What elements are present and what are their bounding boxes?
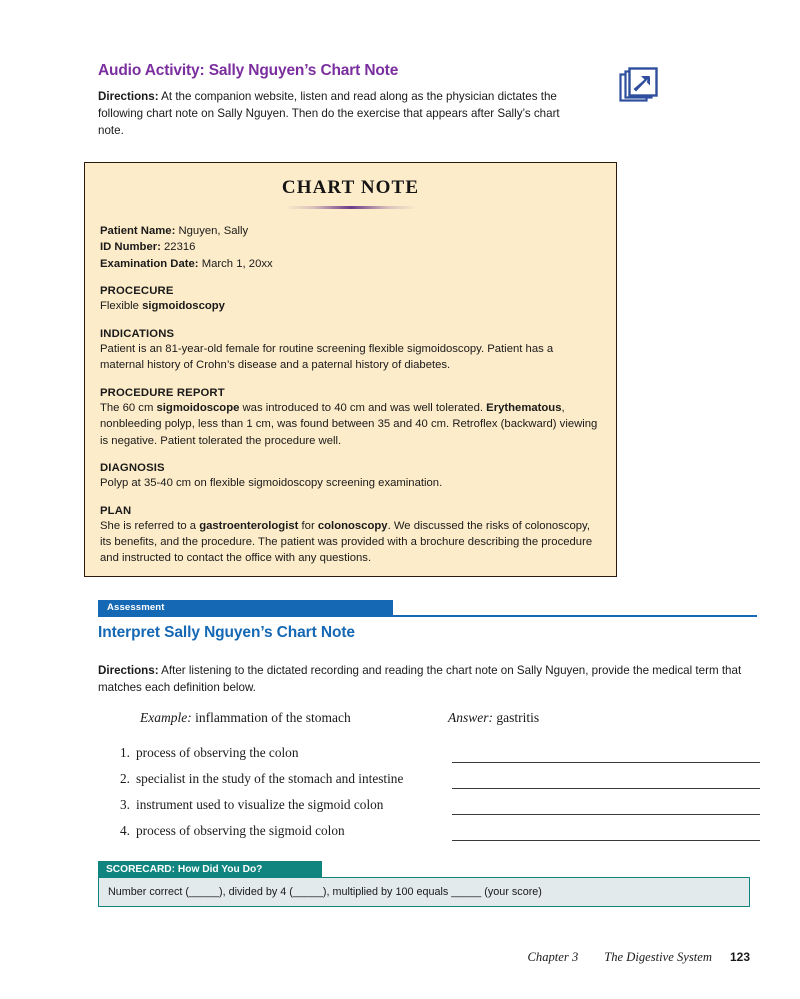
id-number-value: 22316	[160, 241, 196, 254]
list-item-number: 2.	[120, 771, 130, 786]
footer-chapter: Chapter 3	[527, 950, 579, 964]
chart-note-section	[100, 285, 600, 314]
list-item	[112, 823, 760, 849]
section-heading: INDICATIONS	[100, 327, 175, 340]
id-number-row	[100, 239, 600, 255]
section-body-prefix: Flexible	[100, 300, 143, 313]
activity-header	[98, 62, 598, 139]
chart-note-box	[84, 162, 617, 577]
list-item-label: process of observing the sigmoid colon	[136, 823, 345, 838]
section-heading: PLAN	[100, 504, 132, 517]
answer-blank-input[interactable]	[452, 840, 760, 841]
assessment-tab	[98, 600, 393, 615]
section-heading: DIAGNOSIS	[100, 462, 165, 475]
list-item-number: 1.	[120, 745, 130, 760]
answer-label: Answer:	[448, 710, 493, 725]
page-title: Audio Activity: Sally Nguyen’s Chart Note	[98, 62, 399, 79]
list-item-number: 3.	[120, 797, 130, 812]
chart-note-section	[100, 328, 600, 374]
footer-section: The Digestive System	[604, 950, 712, 964]
list-item-label: instrument used to visualize the sigmoid colon	[136, 797, 384, 812]
chart-note-title: CHART NOTE	[281, 177, 420, 198]
exam-date-label: Examination Date:	[100, 257, 199, 270]
assessment-tab-label: Assessment	[107, 602, 165, 613]
example-row	[140, 710, 760, 726]
exam-date-row	[100, 256, 600, 272]
section-body	[100, 518, 600, 567]
example-label: Example:	[140, 710, 192, 725]
chart-note-meta	[100, 223, 600, 272]
patient-name-value: Nguyen, Sally	[175, 225, 249, 237]
scorecard-tab	[98, 861, 322, 878]
section-body-bold-2: Erythematous	[486, 401, 562, 414]
section-body-mid: for	[298, 519, 318, 532]
assessment-rule	[98, 615, 757, 617]
scorecard-tab-label: SCORECARD: How Did You Do?	[106, 864, 263, 875]
section-heading: PROCECURE	[100, 285, 174, 298]
chart-note-section	[100, 505, 600, 567]
section-body: Patient is an 81-year-old female for routine screening flexible sigmoidoscopy. Patient has a maternal history of Crohn’s disease and a paternal history of diabetes.	[100, 342, 554, 372]
answer-blank-input[interactable]	[452, 762, 760, 763]
list-item-number: 4.	[120, 823, 130, 838]
answer-blank-input[interactable]	[452, 788, 760, 789]
answer-blank-input[interactable]	[452, 814, 760, 815]
scorecard-body	[98, 877, 750, 907]
activity-directions	[98, 88, 576, 139]
assessment-heading: Interpret Sally Nguyen’s Chart Note	[98, 624, 355, 641]
assessment-directions-text: After listening to the dictated recording and reading the chart note on Sally Nguyen, provide the medical term that matches each definition below.	[98, 664, 742, 695]
section-body	[100, 400, 600, 449]
list-item-label: process of observing the colon	[136, 745, 299, 760]
list-item	[112, 745, 760, 771]
section-body-bold: sigmoidoscopy	[142, 300, 225, 313]
section-body-prefix: She is referred to a	[100, 519, 200, 532]
external-link-icon[interactable]	[618, 66, 660, 108]
patient-name-label: Patient Name:	[100, 225, 176, 237]
page-number: 123	[729, 950, 750, 964]
assessment-directions	[98, 662, 758, 697]
scorecard	[98, 861, 750, 907]
directions-text: At the companion website, listen and read along as the physician dictates the following chart note on Sally Nguyen. Then do the exercise that appears after Sally’s chart note.	[98, 89, 560, 137]
exercise-list	[112, 745, 760, 849]
page-footer	[0, 950, 750, 965]
section-body-suffix: , nonbleeding polyp, less than 1 cm, was found between 35 and 40 cm. Retroflex (backward) viewing is negative. Patient tolerated the procedure well.	[100, 401, 598, 447]
chart-note-section	[100, 387, 600, 449]
id-number-label: ID Number:	[100, 241, 161, 254]
directions-label: Directions:	[98, 89, 159, 103]
chart-note-section	[100, 462, 600, 491]
example-text: inflammation of the stomach	[191, 710, 351, 725]
list-item	[112, 797, 760, 823]
section-body	[100, 298, 600, 314]
example-column	[140, 710, 448, 726]
section-heading: PROCEDURE REPORT	[100, 386, 225, 399]
patient-name-row	[100, 223, 600, 239]
chart-note-body	[85, 209, 616, 567]
section-body-suffix: . We discussed the risks of colonoscopy, its benefits, and the procedure. The patient was provided with a brochure describing the procedure and instructed to contact the office with any questions.	[100, 519, 593, 565]
answer-column	[448, 710, 539, 725]
section-body-bold: gastroenterologist	[199, 519, 299, 532]
section-body: Polyp at 35-40 cm on flexible sigmoidoscopy screening examination.	[100, 477, 443, 490]
section-body-prefix: The 60 cm	[100, 401, 157, 414]
answer-text: gastritis	[493, 710, 540, 725]
list-item	[112, 771, 760, 797]
section-body-bold-2: colonoscopy	[317, 519, 388, 532]
section-body-mid: was introduced to 40 cm and was well tolerated.	[239, 401, 487, 414]
exam-date-value: March 1, 20xx	[198, 257, 273, 270]
assessment-band	[98, 600, 757, 618]
list-item-label: specialist in the study of the stomach and intestine	[136, 771, 404, 786]
section-body-bold: sigmoidoscope	[156, 401, 240, 414]
assessment-directions-label: Directions:	[98, 664, 159, 677]
scorecard-formula: Number correct (_____), divided by 4 (_____), multiplied by 100 equals _____ (your score)	[108, 886, 542, 898]
